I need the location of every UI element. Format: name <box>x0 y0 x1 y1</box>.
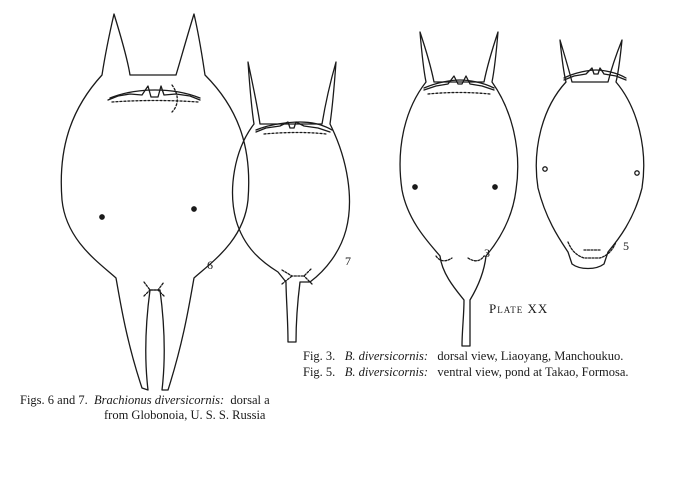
caption-figs-6-7-species: Brachionus diversicornis: <box>93 393 225 407</box>
caption-fig5-text: ventral view, pond at Takao, Formosa. <box>437 365 629 379</box>
caption-figs-6-7-text-1: dorsal a <box>230 393 270 407</box>
caption-figs-6-7 <box>20 393 270 408</box>
caption-fig5-prefix: Fig. 5. <box>303 365 336 379</box>
plate-label: Plate XX <box>489 301 549 316</box>
figure-3-drawing <box>400 32 518 346</box>
figure-7-drawing <box>233 62 350 342</box>
figure-6-drawing <box>61 14 248 390</box>
figure-number-5: 5 <box>623 239 629 253</box>
caption-figs-6-7-prefix: Figs. 6 and 7. <box>20 393 88 407</box>
figure-number-7: 7 <box>345 254 351 268</box>
caption-fig5 <box>303 365 629 380</box>
figure-number-6: 6 <box>207 258 213 272</box>
caption-fig3-text: dorsal view, Liaoyang, Manchoukuo. <box>437 349 624 363</box>
figure-number-3: 3 <box>484 246 490 260</box>
caption-fig3 <box>303 349 623 364</box>
caption-fig3-prefix: Fig. 3. <box>303 349 336 363</box>
caption-figs-6-7-line-2: from Globonoia, U. S. S. Russia <box>104 408 266 422</box>
figure-5-drawing <box>536 40 643 269</box>
caption-fig3-species: B. diversicornis: <box>344 349 429 363</box>
caption-fig5-species: B. diversicornis: <box>344 365 429 379</box>
